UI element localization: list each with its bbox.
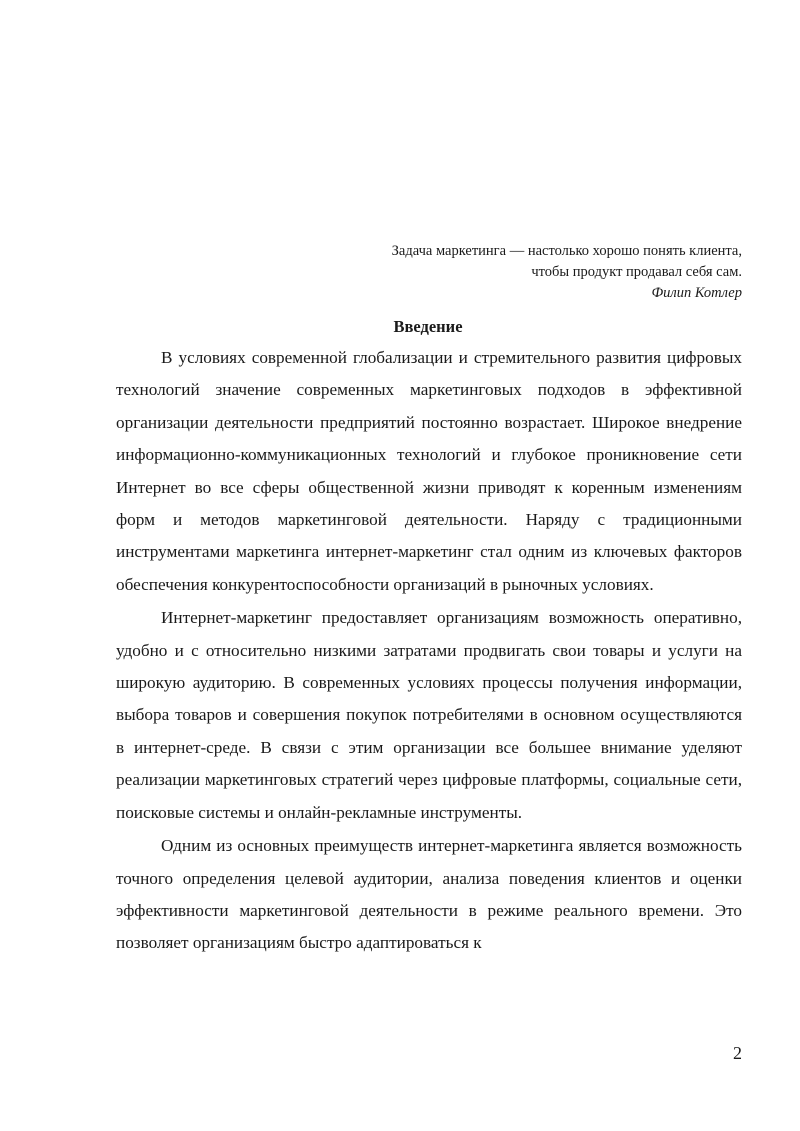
epigraph-line-2: чтобы продукт продавал себя сам. (531, 264, 742, 280)
epigraph-author: Филип Котлер (651, 285, 742, 301)
paragraph-3: Одним из основных преимуществ интернет-маркетинга является возможность точного определения целевой аудитории, анализа поведения клиентов и оценки эффективности маркетинговой деятельности в режиме реального времени. Это позволяет организациям быстро адаптироваться к (116, 836, 742, 953)
page-number: 2 (733, 1043, 742, 1063)
section-heading: Введение (393, 317, 463, 336)
epigraph (392, 241, 742, 304)
epigraph-line-1: Задача маркетинга — настолько хорошо понять клиента, (391, 243, 742, 259)
body-text (116, 342, 742, 960)
paragraph-2: Интернет-маркетинг предоставляет организациям возможность оперативно, удобно и с относительно низкими затратами продвигать свои товары и услуги на широкую аудиторию. В современных условиях процессы получения информации, выбора товаров и совершения покупок потребителями в основном осуществляются в интернет-среде. В связи с этим организации все большее внимание уделяют реализации маркетинговых стратегий через цифровые платформы, социальные сети, поисковые системы и онлайн-рекламные инструменты. (116, 608, 742, 822)
paragraph-1: В условиях современной глобализации и стремительного развития цифровых технологий значение современных маркетинговых подходов в эффективной организации деятельности предприятий постоянно возрастает. Широкое внедрение информационно-коммуникационных технологий и глубокое проникновение сети Интернет во все сферы общественной жизни приводят к коренным изменениям форм и методов маркетинговой деятельности. Наряду с традиционными инструментами маркетинга интернет-маркетинг стал одним из ключевых факторов обеспечения конкурентоспособности организаций в рыночных условиях. (116, 348, 742, 594)
